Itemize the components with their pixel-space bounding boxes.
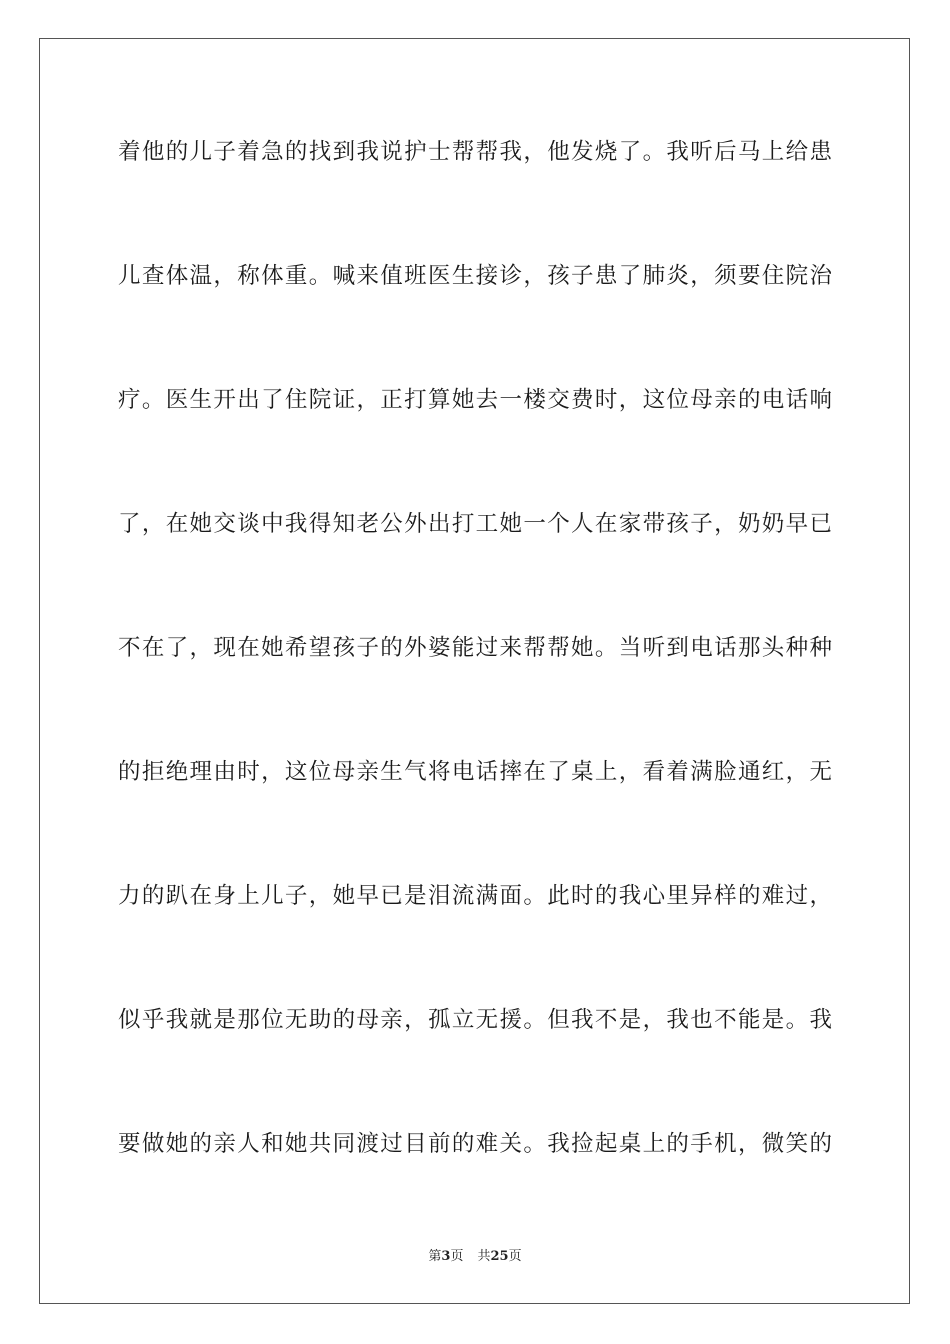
body-text-line-5: 不在了，现在她希望孩子的外婆能过来帮帮她。当听到电话那头种种 xyxy=(118,635,832,661)
page-suffix: 页 xyxy=(450,1249,464,1264)
total-prefix: 共 xyxy=(477,1249,491,1264)
page-prefix: 第 xyxy=(428,1249,442,1264)
page-footer xyxy=(0,1248,950,1266)
body-text-line-2: 儿查体温，称体重。喊来值班医生接诊，孩子患了肺炎，须要住院治 xyxy=(118,263,832,289)
body-text-line-3: 疗。医生开出了住院证，正打算她去一楼交费时，这位母亲的电话响 xyxy=(118,387,832,413)
body-text-line-7: 力的趴在身上儿子，她早已是泪流满面。此时的我心里异样的难过， xyxy=(118,883,832,909)
total-pages: 25 xyxy=(490,1249,509,1264)
body-text-line-6: 的拒绝理由时，这位母亲生气将电话摔在了桌上，看着满脸通红，无 xyxy=(118,759,832,785)
body-text-line-4: 了，在她交谈中我得知老公外出打工她一个人在家带孩子，奶奶早已 xyxy=(118,511,832,537)
body-text-line-8: 似乎我就是那位无助的母亲，孤立无援。但我不是，我也不能是。我 xyxy=(118,1007,832,1033)
page-border xyxy=(39,38,910,1304)
page-number: 3 xyxy=(441,1249,451,1264)
body-text-line-1: 着他的儿子着急的找到我说护士帮帮我，他发烧了。我听后马上给患 xyxy=(118,139,832,165)
total-suffix: 页 xyxy=(508,1249,522,1264)
body-text-line-9: 要做她的亲人和她共同渡过目前的难关。我捡起桌上的手机，微笑的 xyxy=(118,1131,832,1157)
